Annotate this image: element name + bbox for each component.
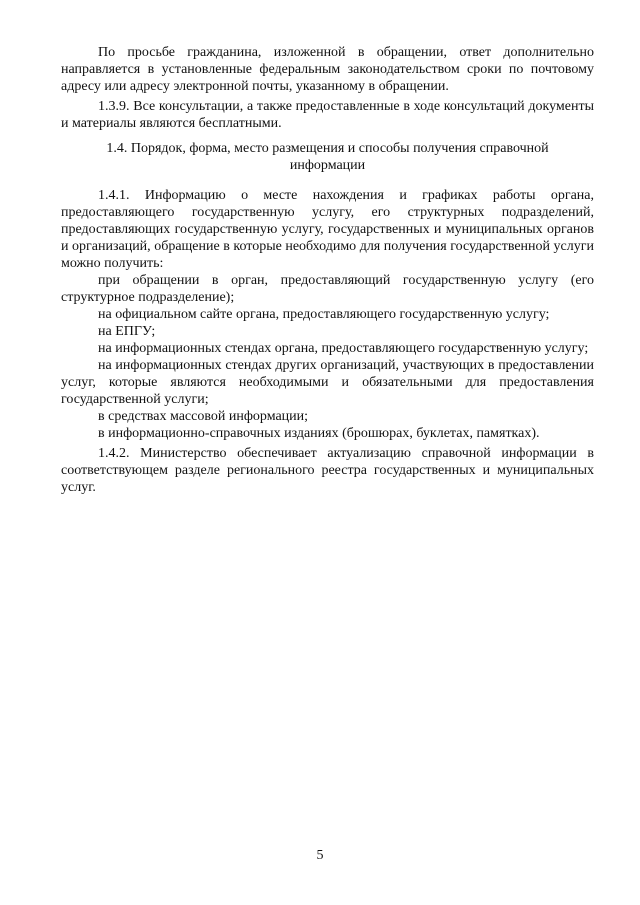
list-item: при обращении в орган, предоставляющий государственную услугу (его структурное подразделение); <box>61 273 594 305</box>
list-item: на информационных стендах других организаций, участвующих в предоставлении услуг, которые являются необходимыми и обязательными для предоставления государственной услуги; <box>61 358 594 407</box>
paragraph-response-by-mail: По просьбе гражданина, изложенной в обращении, ответ дополнительно направляется в установленные федеральным законодательством сроки по почтовому адресу или адресу электронной почты, указанному в обращении. <box>61 45 594 94</box>
page-content <box>61 44 594 496</box>
section-heading: 1.4. Порядок, форма, место размещения и способы получения справочной информации <box>106 141 549 173</box>
list-item: на информационных стендах органа, предоставляющего государственную услугу; <box>98 341 589 356</box>
paragraph-1-3-9: 1.3.9. Все консультации, а также предоставленные в ходе консультаций документы и материалы являются бесплатными. <box>61 99 594 131</box>
list-item: в средствах массовой информации; <box>98 409 309 424</box>
page-number: 5 <box>316 848 324 863</box>
list-item: на ЕПГУ; <box>98 324 156 339</box>
list-item: в информационно-справочных изданиях (брошюрах, буклетах, памятках). <box>98 426 540 441</box>
paragraph-1-4-1: 1.4.1. Информацию о месте нахождения и графиках работы органа, предоставляющего государственную услугу, его структурных подразделений, предоставляющих государственную услугу, государственных и муниципальных органов и организаций, обращение в которые необходимо для получения государственной услуги можно получить: <box>61 188 594 271</box>
paragraph-1-4-2: 1.4.2. Министерство обеспечивает актуализацию справочной информации в соответствующем разделе регионального реестра государственных и муниципальных услуг. <box>61 446 594 495</box>
list-item: на официальном сайте органа, предоставляющего государственную услугу; <box>98 307 550 322</box>
